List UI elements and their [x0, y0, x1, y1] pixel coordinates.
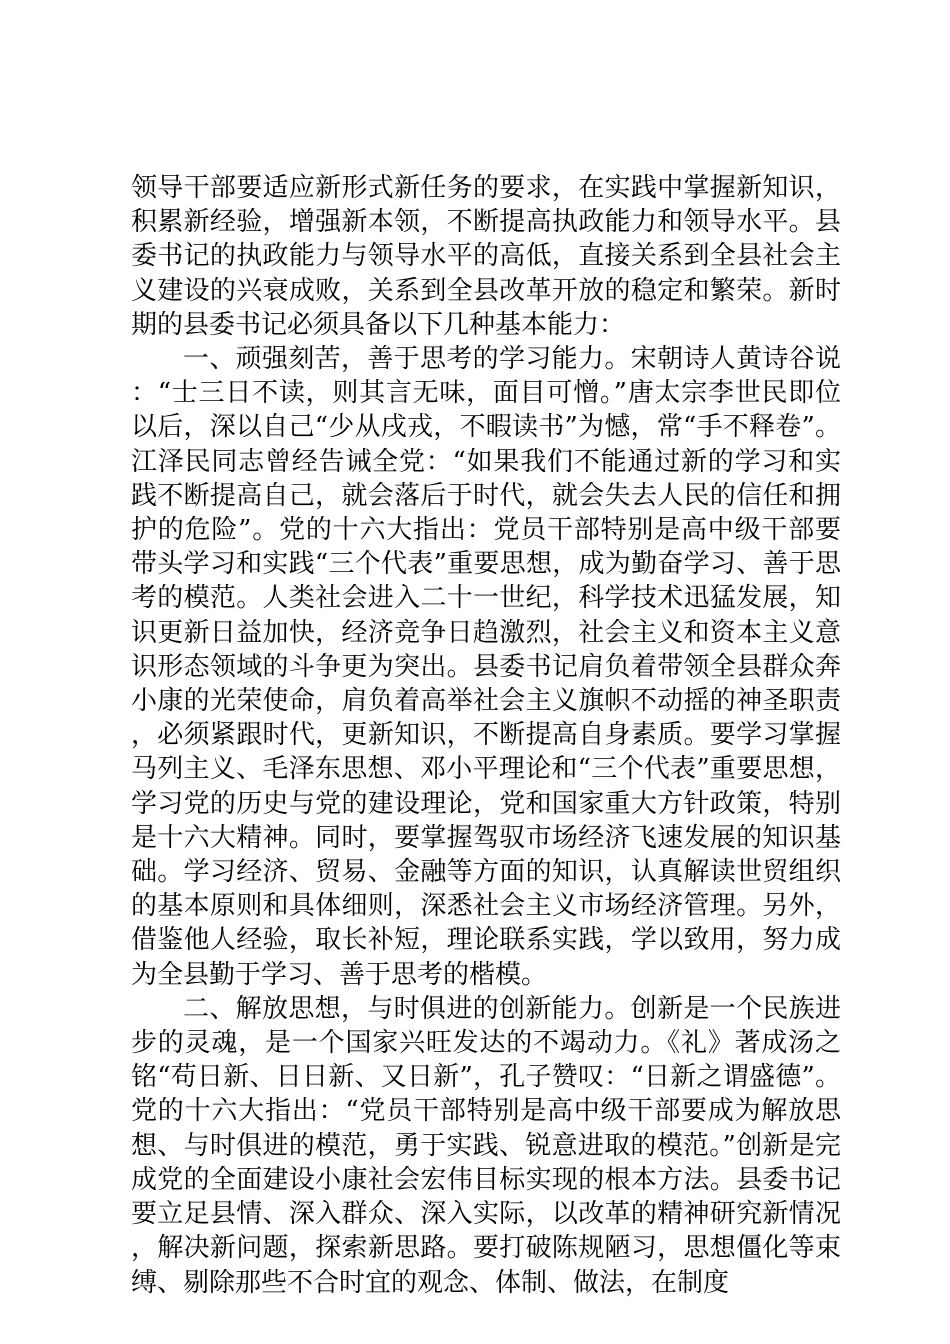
paragraph-innovation-ability: 二、解放思想，与时俱进的创新能力。创新是一个民族进步的灵魂，是一个国家兴旺发达的不竭动力。《礼》著成汤之铭“苟日新、日日新、又日新”，孔子赞叹：“日新之谓盛德”。党的十六大指出：“党员干部特别是高中级干部要成为解放思想、与时俱进的模范，勇于实践、锐意进取的模范。”创新是完成党的全面建设小康社会宏伟目标实现的根本方法。县委书记要立足县情、深入群众、深入实际，以改革的精神研究新情况，解决新问题，探索新思路。要打破陈规陋习，思想僵化等束缚、剔除那些不合时宜的观念、体制、做法，在制度	[131, 993, 841, 1298]
paragraph-intro: 领导干部要适应新形式新任务的要求，在实践中掌握新知识，积累新经验，增强新本领，不断提高执政能力和领导水平。县委书记的执政能力与领导水平的高低，直接关系到全县社会主义建设的兴衰成败，关系到全县改革开放的稳定和繁荣。新时期的县委书记必须具备以下几种基本能力：	[131, 173, 841, 340]
paragraph-learning-ability: 一、顽强刻苦，善于思考的学习能力。宋朝诗人黄诗谷说：“士三日不读，则其言无味，面目可憎。”唐太宗李世民即位以后，深以自己“少从戌戎，不暇读书”为憾，常“手不释卷”。江泽民同志曾经告诫全党：“如果我们不能通过新的学习和实践不断提高自己，就会落后于时代，就会失去人民的信任和拥护的危险”。党的十六大指出：党员干部特别是高中级干部要带头学习和实践“三个代表”重要思想，成为勤奋学习、善于思考的模范。人类社会进入二十一世纪，科学技术迅猛发展，知识更新日益加快，经济竞争日趋激烈，社会主义和资本主义意识形态领域的斗争更为突出。县委书记肩负着带领全县群众奔小康的光荣使命，肩负着高举社会主义旗帜不动摇的神圣职责，必须紧跟时代，更新知识，不断提高自身素质。要学习掌握马列主义、毛泽东思想、邓小平理论和“三个代表”重要思想，学习党的历史与党的建设理论，党和国家重大方针政策，特别是十六大精神。同时，要掌握驾驭市场经济飞速发展的知识基础。学习经济、贸易、金融等方面的知识，认真解读世贸组织的基本原则和具体细则，深悉社会主义市场经济管理。另外，借鉴他人经验，取长补短，理论联系实践，学以致用，努力成为全县勤于学习、善于思考的楷模。	[131, 344, 841, 990]
document-body	[131, 171, 841, 1300]
